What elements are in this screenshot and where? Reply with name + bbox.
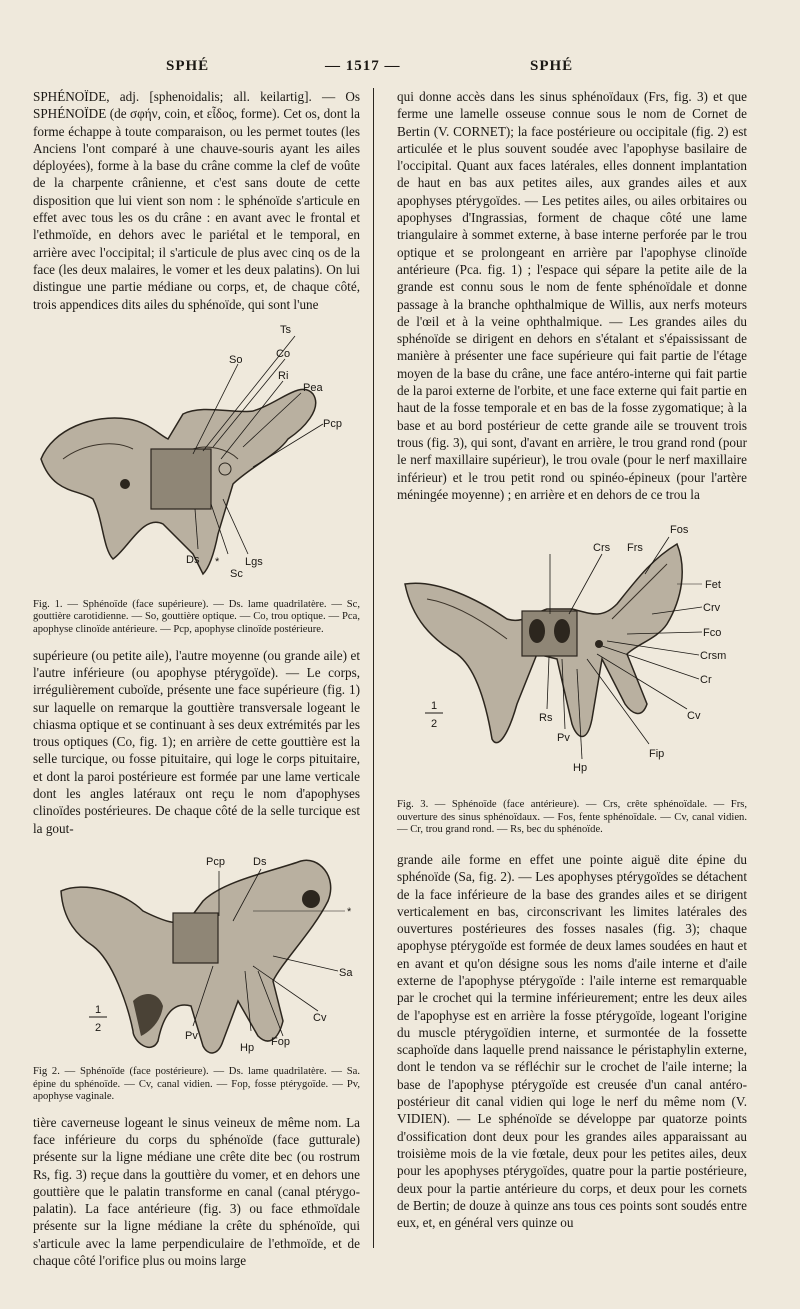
figure-2-illustration xyxy=(33,841,360,1066)
fig3-label-crsm: Crsm xyxy=(700,650,727,663)
column-divider xyxy=(373,88,374,1248)
fig3-label-crv: Crv xyxy=(703,602,721,615)
fig2-label-cv: Cv xyxy=(313,1011,327,1024)
fig1-label-ri: Ri xyxy=(278,369,289,382)
fig2-scale-denominator: 2 xyxy=(95,1021,102,1034)
fig3-label-hp: Hp xyxy=(573,762,588,775)
fig3-label-fco: Fco xyxy=(703,627,722,640)
fig3-label-fip: Fip xyxy=(649,748,665,761)
fig3-scale-denominator: 2 xyxy=(431,718,438,731)
fig1-label-co: Co xyxy=(276,347,291,360)
left-column xyxy=(33,88,360,1269)
entry-sphenoide-body: supérieure (ou petite aile), l'autre moyenne (ou grande aile) et l'autre inférieure (ou apophyse ptérygoïde). — Le corps, irrégulièrement cuboïde, présente une face supérieure (fig. 1) sur laquelle on remarque la gouttière transversale logeant le chiasma optique et se continuant à ses deux extrémités par les trous optiques (Co, fig. 1); en arrière de cette gouttière est la selle turcique, ou fosse pituitaire, qui loge le corps pituitaire, et dont la paroi postérieure est formée par une lame verticale dont les angles latéraux ont reçu le nom d'apophyses clinoïdes postérieures. De chaque côté de la selle turcique est la gout- xyxy=(33,647,360,836)
figure-1-illustration xyxy=(33,319,360,599)
header-right: SPHÉ xyxy=(530,58,574,74)
figure-1-caption: Fig. 1. — Sphénoïde (face supérieure). — Ds. lame quadrilatère. — Sc, gouttière carotidienne. — So, gouttière optique. — Co, trou optique. — Pca, apophyse clinoïde antérieure. — Pcp, apophyse clinoïde postérieure. xyxy=(33,598,360,636)
fig2-label-star: * xyxy=(347,905,352,918)
header-left: SPHÉ xyxy=(166,58,210,74)
figure-3-caption: Fig. 3. — Sphénoïde (face antérieure). — Crs, crête sphénoïdale. — Frs, ouverture des sinus sphénoïdaux. — Fos, fente sphénoïdale. — Cv, canal vidien. — Cr, trou grand rond. — Rs, bec du sphénoïde. xyxy=(397,799,747,836)
fig2-label-hp: Hp xyxy=(240,1041,255,1054)
fig2-label-pv: Pv xyxy=(185,1029,198,1042)
fig3-label-crs: Crs xyxy=(593,542,611,555)
fig3-label-cv: Cv xyxy=(687,710,701,723)
entry-sphenoide-intro: SPHÉNOÏDE, adj. [sphenoidalis; all. keilartig]. — Os SPHÉNOÏDE (de σφήν, coin, et εἶδος, forme). Cet os, dont la forme échappe à toute comparaison, ou les permet toutes (les Anciens l'ont comparé à une chauve-souris ayant les ailes déployées), forme à la base du crâne comme la clef de voûte de la charpente crânienne, et c'est sans doute de cette disposition que lui vient son nom : le sphénoïde s'articule en effet avec tous les os du crâne : en avant avec le frontal et l'ethmoïde, en dehors avec le pariétal et le temporal, en arrière avec l'occipital; il s'articule de plus avec cinq os de la face (les deux malaires, le vomer et les deux palatins). On lui distingue une partie médiane ou corps, et, de chaque côté, trois appendices dits ailes du sphénoïde, qui sont l'une xyxy=(33,89,360,312)
entry-sphenoide-ailes: qui donne accès dans les sinus sphénoïdaux (Frs, fig. 3) et que ferme une lamelle osseuse connue sous le nom de Cornet de Bertin (V. CORNET); la face postérieure ou occipitale (fig. 2) est articulée et le plus souvent soudée avec l'apophyse basilaire de l'occipital. Quant aux faces latérales, elles donnent implantation de haut en bas aux petites ailes, aux grandes ailes et aux apophyses ptérygoïdes. — Les petites ailes, ou ailes orbitaires ou apophyses d'Ingrassias, forment de chaque côté une lame triangulaire à sommet externe, à base interne perforée par le trou optique et se prolongeant en arrière par l'apophyse clinoïde antérieure (Pca. fig. 1) ; l'espace qui sépare la petite aile de la grande est connu sous le nom de fente sphénoïdale et donne passage à la branche ophthalmique de Willis, aux nerfs moteurs de l'œil et à la veine ophthalmique. — Les grandes ailes du sphénoïde se dirigent en dehors en s'étalant et s'épaississant de manière à présenter une face supérieure qui fait partie de l'étage moyen de la base du crâne, une face antéro-interne qui fait partie de la paroi externe de l'orbite, et une face externe qui fait partie en haut de la fosse temporale et en bas de la fosse zygomatique; à la base et au bord postérieur de cette grande aile se trouvent trois trous (fig. 3), qui sont, d'avant en arrière, le trou grand rond (pour le nerf maxillaire supérieur), le trou ovale (pour le nerf maxillaire inférieur) et le trou petit rond ou spinéo-épineux (pour l'artère méningée moyenne) ; en arrière et en dehors de ce trou la xyxy=(397,89,747,502)
fig2-label-sa: Sa xyxy=(339,966,353,979)
fig1-label-lgs: Lgs xyxy=(245,555,263,568)
fig1-label-ds: Ds xyxy=(186,553,200,566)
fig3-label-rs: Rs xyxy=(539,712,553,725)
fig3-label-fet: Fet xyxy=(705,579,721,592)
fig3-label-fos: Fos xyxy=(670,524,689,537)
fig3-label-cr: Cr xyxy=(700,674,712,687)
fig1-label-pea: Pea xyxy=(303,381,323,394)
fig2-label-fop: Fop xyxy=(271,1035,290,1048)
fig1-label-star: * xyxy=(215,555,220,568)
fig3-scale-numerator: 1 xyxy=(431,700,438,713)
right-column xyxy=(397,88,747,1231)
figure-3-illustration xyxy=(397,509,747,799)
fig1-label-ts: Ts xyxy=(280,323,291,336)
fig2-label-pcp: Pcp xyxy=(206,855,225,868)
fig1-label-pcp: Pcp xyxy=(323,417,342,430)
page-number: — 1517 — xyxy=(325,58,401,74)
entry-sphenoide-faces: tière caverneuse logeant le sinus veineux de même nom. La face inférieure du corps du sphénoïde (face gutturale) présente sur la ligne médiane une crête dite bec (ou rostrum Rs, fig. 3) reçue dans la gouttière du vomer, et en dehors une gouttière que le palatin transforme en canal (canal ptérygo-palatin). La face antérieure (fig. 3) ou face ethmoïdale présente sur la ligne médiane la crête du sphénoïde, qui s'articule avec la lame perpendiculaire de l'ethmoïde, et de chaque côté l'orifice plus ou moins large xyxy=(33,1114,360,1269)
fig2-label-ds: Ds xyxy=(253,855,267,868)
fig1-label-so: So xyxy=(229,353,243,366)
fig3-label-frs: Frs xyxy=(627,542,643,555)
entry-sphenoide-pterygoides: grande aile forme en effet une pointe aiguë dite épine du sphénoïde (Sa, fig. 2). — Les apophyses ptérygoïdes se détachent de la face inférieure de la base des grandes ailes et se dirigent verticalement en bas, circonscrivant les limites latérales des ouvertures postérieures des fosses nasales (fig. 3); chaque apophyse ptérygoïde est formée de deux lames soudées en haut et en avant et qu'on désigne sous les noms d'aile interne et d'aile externe de l'apophyse ptérygoïde : l'aile interne est remarquable par le crochet qui la termine inférieurement; entre les deux ailes de l'apophyse est en arrière la fosse ptérygoïde, logeant l'origine du muscle ptérygoïdien interne, et surmontée de la fossette scaphoïde dans laquelle prend naissance le péristaphylin externe, dont le tendon va se réfléchir sur le crochet de l'aile interne; la base de l'apophyse ptérygoïde est creusée d'un canal antéro-postérieur dit canal vidien qui loge le nerf du même nom (V. VIDIEN). — Le sphénoïde se développe par quatorze points d'ossification dont deux pour les grandes ailes apparaissant au troisième mois de la vie fœtale, deux pour les petites ailes, deux pour les apophyses ptérygoïdes, quatre pour la partie postérieure, deux pour la partie antérieure du corps, et deux pour les cornets de Bertin; de douze à quinze ans tous ces points sont soudés entre eux, et, en général vers quinze ou xyxy=(397,851,747,1231)
fig1-label-sc: Sc xyxy=(230,567,243,580)
fig2-scale-numerator: 1 xyxy=(95,1003,102,1016)
fig3-label-pv: Pv xyxy=(557,732,570,745)
figure-2-caption: Fig 2. — Sphénoïde (face postérieure). — Ds. lame quadrilatère. — Sa. épine du sphénoïde. — Cv, canal vidien. — Fop, fosse ptérygoïde. — Pv, apophyse vaginale. xyxy=(33,1065,360,1103)
